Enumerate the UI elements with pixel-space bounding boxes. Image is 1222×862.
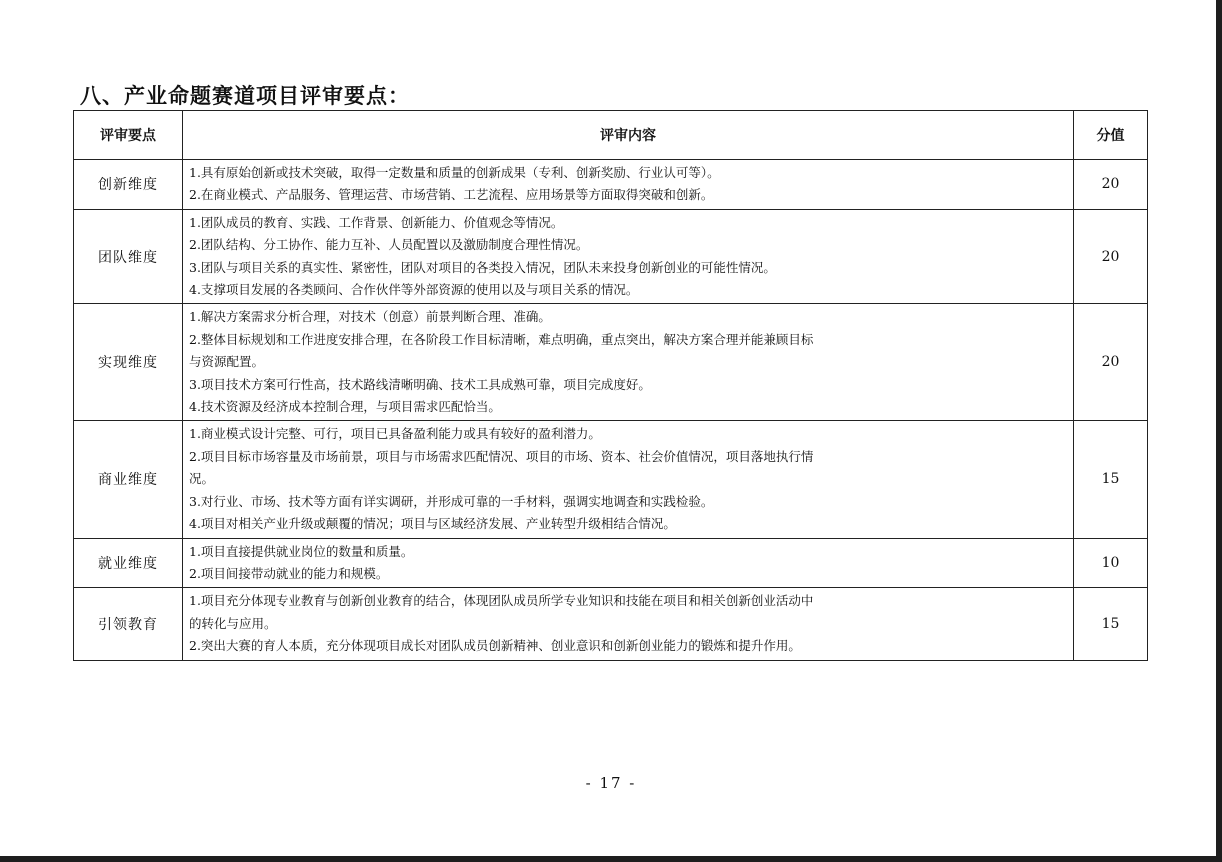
row-dimension: 实现维度 [74,304,183,421]
row-score: 20 [1074,209,1148,304]
content-line: 4.支撑项目发展的各类顾问、合作伙伴等外部资源的使用以及与项目关系的情况。 [189,282,639,298]
row-dimension: 引领教育 [74,588,183,660]
table-header-row [74,111,1148,160]
content-line: 2.突出大赛的育人本质，充分体现项目成长对团队成员创新精神、创业意识和创新创业能力的锻炼和提升作用。 [189,638,801,654]
content-line: 1.项目直接提供就业岗位的数量和质量。 [189,543,414,559]
table-row [74,160,1148,210]
row-dimension: 团队维度 [74,209,183,304]
row-dimension: 商业维度 [74,421,183,538]
row-dimension: 创新维度 [74,160,183,210]
row-dimension: 就业维度 [74,538,183,588]
content-line: 4.项目对相关产业升级或颠覆的情况；项目与区域经济发展、产业转型升级相结合情况。 [189,516,676,532]
header-content: 评审内容 [183,111,1074,160]
page-bottom-edge [0,856,1222,862]
row-content [183,588,1074,660]
table-row [74,209,1148,304]
table-row [74,304,1148,421]
content-line: 3.团队与项目关系的真实性、紧密性，团队对项目的各类投入情况，团队未来投身创新创业的可能性情况。 [189,259,776,275]
content-line: 的转化与应用。 [189,615,277,631]
content-line: 4.技术资源及经济成本控制合理，与项目需求匹配恰当。 [189,399,501,415]
row-score: 15 [1074,421,1148,538]
page-number: - 17 - [585,774,637,792]
content-line: 2.整体目标规划和工作进度安排合理，在各阶段工作目标清晰，难点明确，重点突出，解决方案合理并能兼顾目标 [189,331,814,347]
header-dimension: 评审要点 [74,111,183,160]
row-content [183,160,1074,210]
content-line: 1.具有原始创新或技术突破，取得一定数量和质量的创新成果（专利、创新奖励、行业认可等）。 [189,165,720,180]
row-score: 20 [1074,160,1148,210]
row-content [183,304,1074,421]
table-row [74,421,1148,538]
content-line: 3.项目技术方案可行性高，技术路线清晰明确、技术工具成熟可靠，项目完成度好。 [189,376,651,392]
row-content [183,209,1074,304]
page-right-edge [1216,0,1222,862]
table-row [74,538,1148,588]
row-score: 10 [1074,538,1148,588]
evaluation-table [73,110,1148,661]
row-content [183,538,1074,588]
row-score: 20 [1074,304,1148,421]
row-content [183,421,1074,538]
content-line: 2.项目间接带动就业的能力和规模。 [189,565,389,581]
table-row [74,588,1148,660]
content-line: 1.项目充分体现专业教育与创新创业教育的结合，体现团队成员所学专业知识和技能在项目和相关创新创业活动中 [189,593,814,609]
row-score: 15 [1074,588,1148,660]
content-line: 3.对行业、市场、技术等方面有详实调研，并形成可靠的一手材料，强调实地调查和实践检验。 [189,493,714,509]
content-line: 1.团队成员的教育、实践、工作背景、创新能力、价值观念等情况。 [189,214,564,230]
content-line: 2.项目目标市场容量及市场前景，项目与市场需求匹配情况、项目的市场、资本、社会价值情况，项目落地执行情 [189,448,814,464]
header-score: 分值 [1074,111,1148,160]
content-line: 与资源配置。 [189,354,265,370]
content-line: 况。 [189,471,215,487]
section-title: 八、产业命题赛道项目评审要点： [80,84,410,108]
content-line: 2.团队结构、分工协作、能力互补、人员配置以及激励制度合理性情况。 [189,237,589,253]
content-line: 1.解决方案需求分析合理，对技术（创意）前景判断合理、准确。 [189,309,551,325]
content-line: 2.在商业模式、产品服务、管理运营、市场营销、工艺流程、应用场景等方面取得突破和创新。 [189,187,714,203]
content-line: 1.商业模式设计完整、可行，项目已具备盈利能力或具有较好的盈利潜力。 [189,426,601,442]
